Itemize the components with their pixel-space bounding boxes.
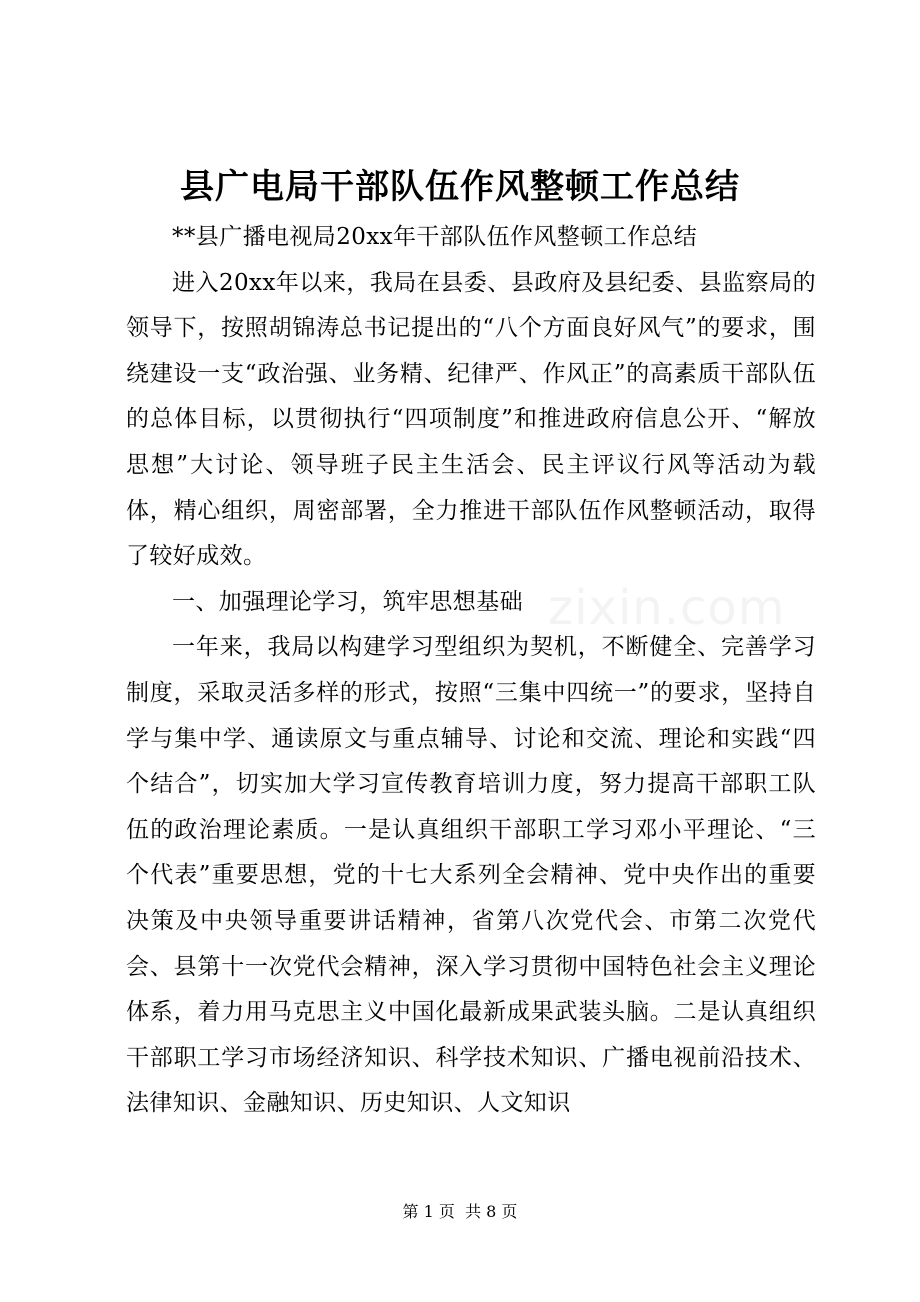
document-body: [126, 215, 816, 1127]
section-paragraph: 一年来，我局以构建学习型组织为契机，不断健全、完善学习制度，采取灵活多样的形式，按照“三集中四统一”的要求，坚持自学与集中学、通读原文与重点辅导、讨论和交流、理论和实践“四个结合”，切实加大学习宣传教育培训力度，努力提高干部职工队伍的政治理论素质。一是认真组织干部职工学习邓小平理论、“三个代表”重要思想，党的十七大系列全会精神、党中央作出的重要决策及中央领导重要讲话精神，省第八次党代会、市第二次党代会、县第十一次党代会精神，深入学习贯彻中国特色社会主义理论体系，着力用马克思主义中国化最新成果武装头脑。二是认真组织干部职工学习市场经济知识、科学技术知识、广播电视前沿技术、法律知识、金融知识、历史知识、人文知识: [126, 634, 816, 1117]
page-footer: [0, 1200, 920, 1224]
page-number: 第 1 页: [402, 1202, 455, 1221]
section-heading: 一、加强理论学习，筑牢思想基础: [172, 588, 523, 615]
watermark: zixin.com: [548, 580, 786, 636]
intro-paragraph: 进入20xx年以来，我局在县委、县政府及县纪委、县监察局的领导下，按照胡锦涛总书记提出的“八个方面良好风气”的要求，围绕建设一支“政治强、业务精、纪律严、作风正”的高素质干部队伍的总体目标，以贯彻执行“四项制度”和推进政府信息公开、“解放思想”大讨论、领导班子民主生活会、民主评议行风等活动为载体，精心组织，周密部署，全力推进干部队伍作风整顿活动，取得了较好成效。: [126, 269, 816, 570]
subtitle-paragraph: **县广播电视局20xx年干部队伍作风整顿工作总结: [172, 224, 698, 250]
document-title: 县广电局干部队伍作风整顿工作总结: [180, 167, 740, 207]
page-total: 共 8 页: [465, 1202, 518, 1221]
